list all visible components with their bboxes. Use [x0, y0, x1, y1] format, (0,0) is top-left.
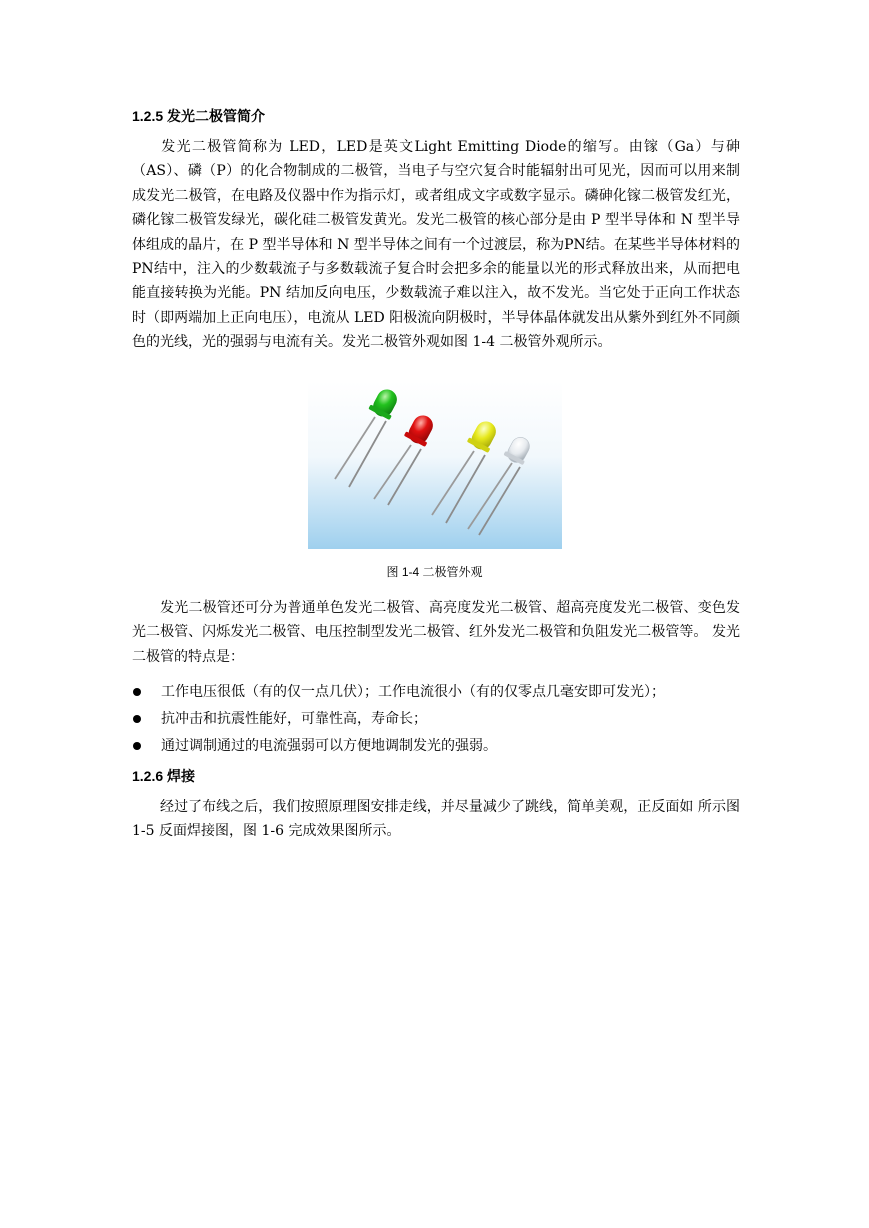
bullet-dot-icon	[133, 742, 141, 750]
bullet-dot-icon	[133, 715, 141, 723]
soldering-paragraph	[132, 795, 740, 844]
list-item-text: 抗冲击和抗震性能好，可靠性高，寿命长；	[161, 711, 427, 727]
section-heading-1-2-6: 1.2.6 焊接	[132, 768, 196, 784]
bullet-dot-icon	[133, 688, 141, 696]
list-item-text: 通过调制通过的电流强弱可以方便地调制发光的强弱。	[161, 738, 497, 754]
led-intro-text: 发光二极管简称为 LED，LED是英文Light Emitting Diode的缩写。由镓（Ga）与砷（AS）、磷（P）的化合物制成的二极管，当电子与空穴复合时能辐射出可见光，因而可以用来制成发光二极管，在电路及仪器中作为指示灯，或者组成文字或数字显示。磷砷化镓二极管发红光，磷化镓二极管发绿光，碳化硅二极管发黄光。发光二极管的核心部分是由 P 型半导体和 N 型半导体组成的晶片，在 P 型半导体和 N 型半导体之间有一个过渡层，称为PN结。在某些半导体材料的PN结中，注入的少数载流子与多数载流子复合时会把多余的能量以光的形式释放出来，从而把电能直接转换为光能。PN 结加反向电压，少数载流子难以注入，故不发光。当它处于正向工作状态时（即两端加上正向电压），电流从 LED 阳极流向阴极时，半导体晶体就发出从紫外到红外不同颜色的光线，光的强弱与电流有关。发光二极管外观如图 1-4 二极管外观所示。	[132, 139, 740, 351]
section-heading-1-2-5: 1.2.5 发光二极管简介	[132, 108, 266, 124]
figure-caption: 图 1-4 二极管外观	[386, 565, 483, 579]
led-types-text: 发光二极管还可分为普通单色发光二极管、高亮度发光二极管、超高亮度发光二极管、变色发光二极管、闪烁发光二极管、电压控制型发光二极管、红外发光二极管和负阻发光二极管等。 发光二极管的特点是：	[132, 600, 740, 665]
soldering-text: 经过了布线之后，我们按照原理图安排走线，并尽量减少了跳线，简单美观，正反面如 所示图 1-5 反面焊接图，图 1-6 完成效果图所示。	[132, 799, 740, 840]
led-types-paragraph	[132, 596, 740, 669]
led-photo-figure	[308, 381, 562, 549]
list-item-text: 工作电压很低（有的仅一点几伏）；工作电流很小（有的仅零点几毫安即可发光）；	[161, 684, 665, 700]
led-intro-paragraph	[132, 135, 740, 355]
